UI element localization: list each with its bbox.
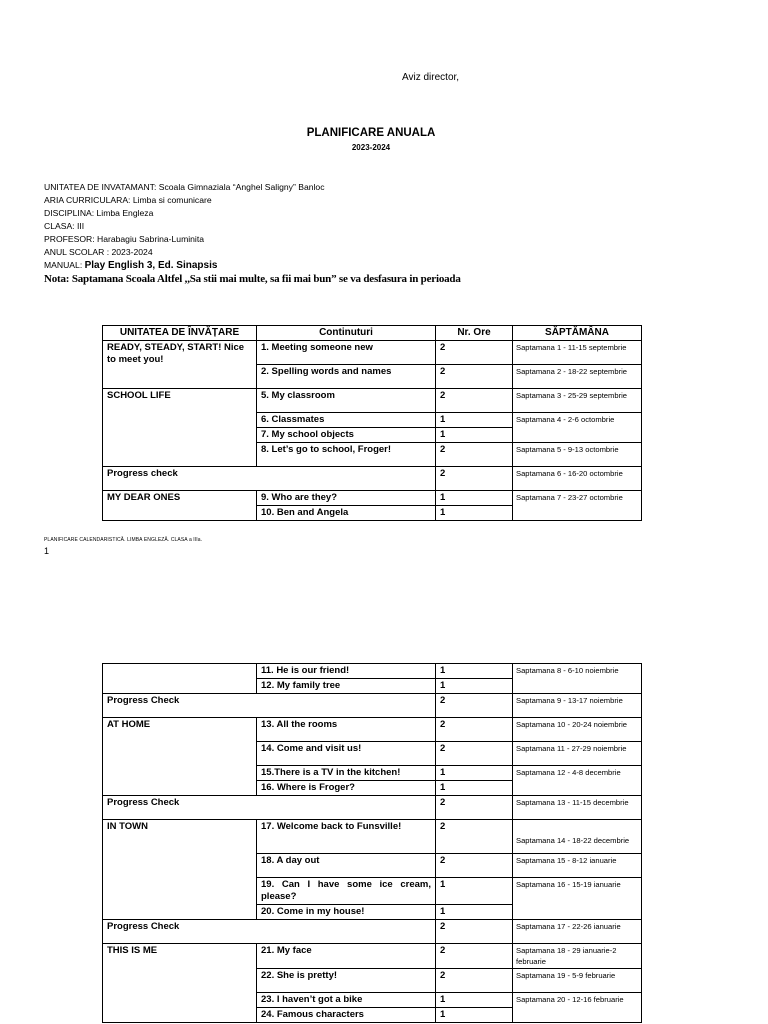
table-row	[103, 467, 642, 491]
hours-cell: 2	[436, 742, 513, 766]
planning-table-2	[102, 663, 642, 1023]
planning-table-1	[102, 325, 642, 521]
nota-scoala-altfel: Nota: Saptamana Scoala Altfel ,,Sa stii mai multe, sa fii mai bun” se va desfasura in perioada	[44, 273, 461, 285]
aviz-director: Aviz director,	[402, 72, 460, 83]
content-cell: 23. I haven’t got a bike	[257, 993, 436, 1008]
week-cell: Saptamana 13 - 11-15 decembrie	[513, 796, 642, 820]
info-clasa: CLASA: III	[44, 221, 85, 231]
header-nr-ore: Nr. Ore	[436, 326, 513, 341]
hours-cell: 2	[436, 920, 513, 944]
content-cell: 20. Come in my house!	[257, 905, 436, 920]
hours-cell: 2	[436, 365, 513, 389]
content-cell: 8. Let’s go to school, Froger!	[257, 443, 436, 467]
content-cell: 21. My face	[257, 944, 436, 969]
unit-cell: MY DEAR ONES	[103, 491, 257, 521]
week-cell: Saptamana 4 - 2-6 octombrie	[513, 413, 642, 443]
hours-cell: 2	[436, 694, 513, 718]
header-unitatea: UNITATEA DE ÎNVĂȚARE	[103, 326, 257, 341]
content-cell: 13. All the rooms	[257, 718, 436, 742]
content-cell: 22. She is pretty!	[257, 969, 436, 993]
content-cell: 1. Meeting someone new	[257, 341, 436, 365]
table-row	[103, 341, 642, 365]
hours-cell: 1	[436, 428, 513, 443]
table-row	[103, 694, 642, 718]
week-cell: Saptamana 16 - 15-19 ianuarie	[513, 878, 642, 920]
hours-cell: 2	[436, 341, 513, 365]
table-row	[103, 944, 642, 969]
page-number: 1	[44, 546, 50, 556]
hours-cell: 1	[436, 905, 513, 920]
week-cell: Saptamana 5 - 9-13 octombrie	[513, 443, 642, 467]
hours-cell: 2	[436, 796, 513, 820]
content-cell: 19. Can I have some ice cream, please?	[257, 878, 436, 905]
hours-cell: 2	[436, 820, 513, 854]
progress-check-cell: Progress check	[103, 467, 436, 491]
unit-cell	[103, 664, 257, 694]
info-disciplina: DISCIPLINA: Limba Engleza	[44, 208, 154, 218]
table-row	[103, 664, 642, 679]
table-row	[103, 796, 642, 820]
hours-cell: 1	[436, 766, 513, 781]
week-cell: Saptamana 1 - 11-15 septembrie	[513, 341, 642, 365]
hours-cell: 1	[436, 679, 513, 694]
hours-cell: 1	[436, 993, 513, 1008]
week-cell: Saptamana 15 - 8-12 ianuarie	[513, 854, 642, 878]
content-cell: 7. My school objects	[257, 428, 436, 443]
hours-cell: 2	[436, 944, 513, 969]
school-years: 2023-2024	[351, 143, 391, 152]
hours-cell: 1	[436, 664, 513, 679]
manual-label: MANUAL:	[44, 260, 85, 270]
hours-cell: 2	[436, 718, 513, 742]
week-cell: Saptamana 19 - 5-9 februarie	[513, 969, 642, 993]
content-cell: 14. Come and visit us!	[257, 742, 436, 766]
hours-cell: 1	[436, 413, 513, 428]
unit-cell: SCHOOL LIFE	[103, 389, 257, 467]
week-cell: Saptamana 7 - 23-27 octombrie	[513, 491, 642, 521]
info-profesor: PROFESOR: Harabagiu Sabrina-Luminita	[44, 234, 205, 244]
table-row	[103, 820, 642, 854]
hours-cell: 1	[436, 781, 513, 796]
info-aria: ARIA CURRICULARA: Limba si comunicare	[44, 195, 212, 205]
info-unitatea: UNITATEA DE INVATAMANT: Scoala Gimnaziala “Anghel Saligny” Banloc	[44, 182, 325, 192]
hours-cell: 2	[436, 389, 513, 413]
week-cell: Saptamana 17 - 22-26 ianuarie	[513, 920, 642, 944]
content-cell: 16. Where is Froger?	[257, 781, 436, 796]
table-row	[103, 920, 642, 944]
hours-cell: 2	[436, 969, 513, 993]
info-anul: ANUL SCOLAR : 2023-2024	[44, 247, 153, 257]
week-cell: Saptamana 12 - 4-8 decembrie	[513, 766, 642, 796]
content-cell: 5. My classroom	[257, 389, 436, 413]
hours-cell: 1	[436, 1008, 513, 1023]
week-cell: Saptamana 9 - 13-17 noiembrie	[513, 694, 642, 718]
unit-cell: IN TOWN	[103, 820, 257, 920]
unit-cell: READY, STEADY, START! Nice to meet you!	[103, 341, 257, 389]
content-cell: 6. Classmates	[257, 413, 436, 428]
table-row	[103, 491, 642, 506]
info-manual	[44, 259, 217, 272]
week-cell: Saptamana 14 - 18-22 decembrie	[513, 820, 642, 854]
unit-cell: AT HOME	[103, 718, 257, 796]
content-cell: 10. Ben and Angela	[257, 506, 436, 521]
week-cell: Saptamana 10 - 20-24 noiembrie	[513, 718, 642, 742]
table-header-row	[103, 326, 642, 341]
content-cell: 15.There is a TV in the kitchen!	[257, 766, 436, 781]
week-cell: Saptamana 6 - 16-20 octombrie	[513, 467, 642, 491]
hours-cell: 2	[436, 854, 513, 878]
manual-value: Play English 3, Ed. Sinapsis	[84, 260, 218, 271]
progress-check-cell: Progress Check	[103, 920, 436, 944]
content-cell: 12. My family tree	[257, 679, 436, 694]
content-cell: 24. Famous characters	[257, 1008, 436, 1023]
table-row	[103, 718, 642, 742]
hours-cell: 1	[436, 491, 513, 506]
hours-cell: 2	[436, 443, 513, 467]
week-cell: Saptamana 20 - 12-16 februarie	[513, 993, 642, 1023]
hours-cell: 1	[436, 878, 513, 905]
unit-cell: THIS IS ME	[103, 944, 257, 1023]
content-cell: 2. Spelling words and names	[257, 365, 436, 389]
table-row	[103, 389, 642, 413]
content-cell: 9. Who are they?	[257, 491, 436, 506]
week-cell: Saptamana 3 - 25-29 septembrie	[513, 389, 642, 413]
week-cell: Saptamana 11 - 27-29 noiembrie	[513, 742, 642, 766]
hours-cell: 2	[436, 467, 513, 491]
week-cell: Saptamana 2 - 18-22 septembrie	[513, 365, 642, 389]
week-cell: Saptamana 18 - 29 ianuarie-2 februarie	[513, 944, 642, 969]
content-cell: 11. He is our friend!	[257, 664, 436, 679]
progress-check-cell: Progress Check	[103, 796, 436, 820]
footer-caption: PLANIFICARE CALENDARISTICĂ. LIMBA ENGLEZĂ. CLASA a IIIa.	[44, 537, 203, 543]
hours-cell: 1	[436, 506, 513, 521]
progress-check-cell: Progress Check	[103, 694, 436, 718]
week-cell: Saptamana 8 - 6-10 noiembrie	[513, 664, 642, 694]
page-title: PLANIFICARE ANUALA	[306, 127, 436, 139]
content-cell: 17. Welcome back to Funsville!	[257, 820, 436, 854]
header-saptamana: SĂPTĂMÂNA	[513, 326, 642, 341]
header-continuturi: Continuturi	[257, 326, 436, 341]
content-cell: 18. A day out	[257, 854, 436, 878]
